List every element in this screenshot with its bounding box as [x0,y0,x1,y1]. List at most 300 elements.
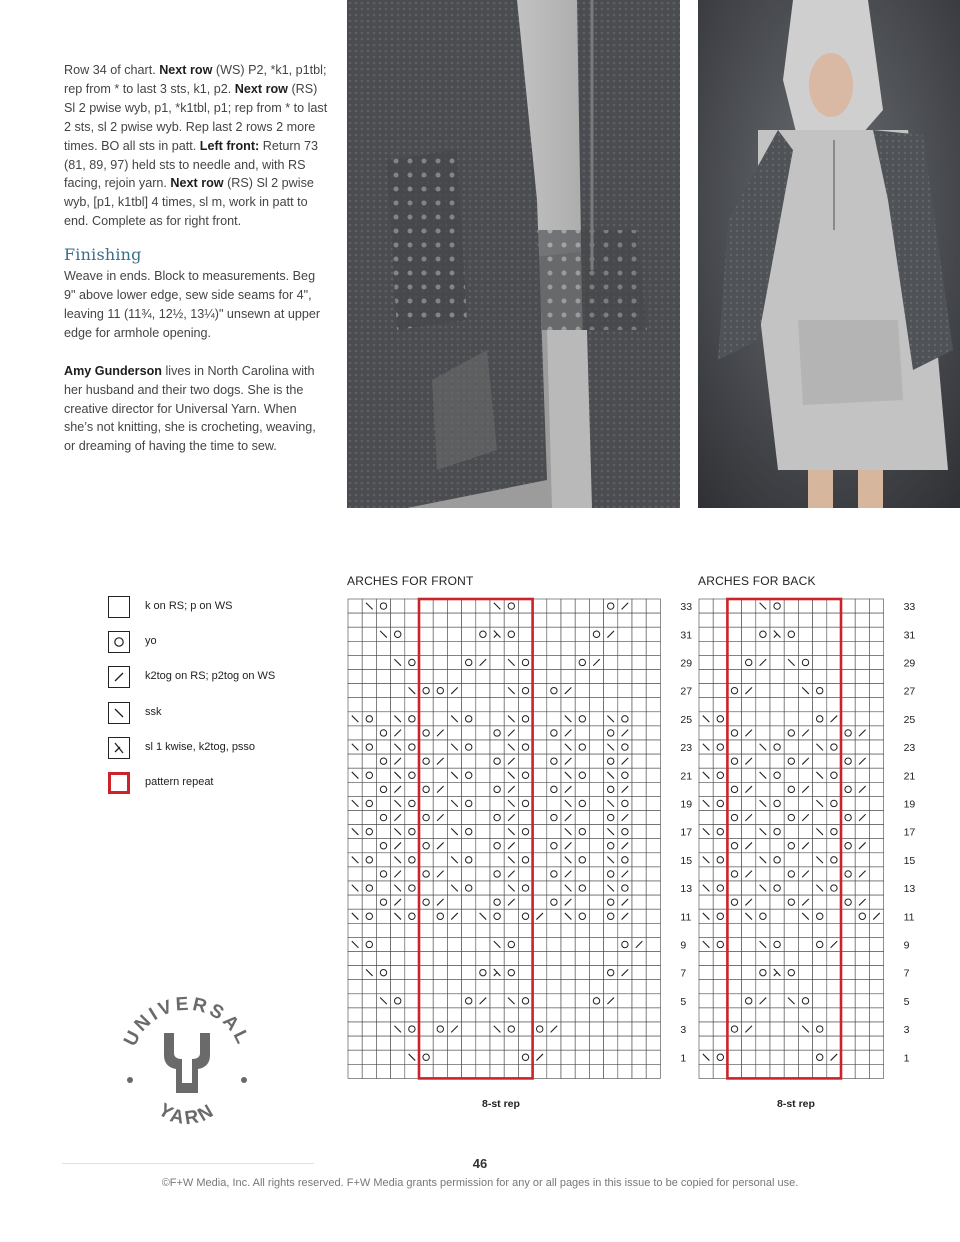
row-number-label: 13 [680,883,693,896]
chart-cell [376,909,390,923]
chart-cell [419,754,433,768]
chart-cell [827,641,841,655]
chart-cell [869,1036,883,1050]
text-run: Row 34 of chart. [64,63,160,77]
chart-cell [433,909,447,923]
chart-cell [348,684,362,698]
row-number-label: 27 [680,685,693,698]
chart-cell [798,1050,812,1064]
chart-cell [604,1036,618,1050]
chart-cell [699,952,713,966]
chart-cell [462,867,476,881]
chart-cell [490,867,504,881]
chart-cell [784,937,798,951]
chart-cell [742,1064,756,1078]
chart-cell [589,613,603,627]
chart-cell [813,1064,827,1078]
row-number-label: 27 [903,685,916,698]
chart-cell [518,895,532,909]
chart-cell [348,754,362,768]
chart-cell [841,966,855,980]
chart-cell [476,670,490,684]
chart-cell [376,698,390,712]
chart-cell [713,613,727,627]
chart-cell [699,726,713,740]
chart-cell [827,1008,841,1022]
chart-cell [376,670,390,684]
chart-cell [827,952,841,966]
chart-cell [533,994,547,1008]
chart-cell [646,698,660,712]
chart-cell [447,937,461,951]
chart-cell [376,599,390,613]
chart-cell [362,1008,376,1022]
chart-cell [646,825,660,839]
chart-cell [798,613,812,627]
chart-cell [433,1022,447,1036]
author-bio-paragraph [64,362,328,457]
chart-cell [447,867,461,881]
chart-cell [699,670,713,684]
chart-cell [405,627,419,641]
chart-cell [362,1064,376,1078]
chart-cell [646,1064,660,1078]
chart-cell [646,684,660,698]
chart-cell [618,1008,632,1022]
chart-cell [476,825,490,839]
chart-cell [742,712,756,726]
chart-cell [855,670,869,684]
chart-cell [855,966,869,980]
chart-cell [518,909,532,923]
chart-cell [490,952,504,966]
chart-cell [362,684,376,698]
chart-cell [827,754,841,768]
chart-cell [490,768,504,782]
chart-cell [827,1022,841,1036]
chart-cell [727,853,741,867]
chart-cell [727,768,741,782]
chart-cell [618,881,632,895]
chart-cell [798,768,812,782]
chart-cell [869,937,883,951]
chart-cell [827,768,841,782]
chart-cell [713,684,727,698]
chart-cell [841,599,855,613]
chart-cell [784,923,798,937]
chart-cell [447,1036,461,1050]
chart-cell [405,599,419,613]
chart-cell [646,811,660,825]
chart-cell [604,867,618,881]
chart-cell [869,980,883,994]
chart-cell [533,782,547,796]
chart-cell [798,698,812,712]
chart-cell [376,1008,390,1022]
chart-cell [798,1008,812,1022]
chart-cell [476,726,490,740]
row-number-label: 1 [903,1052,910,1065]
legend-label: k on RS; p on WS [145,600,233,612]
chart-cell [362,613,376,627]
chart-cell [841,768,855,782]
chart-cell [575,980,589,994]
chart-cell [827,966,841,980]
chart-cell [713,740,727,754]
chart-cell [561,994,575,1008]
chart-cell [618,627,632,641]
chart-cell [604,966,618,980]
chart-cell [784,853,798,867]
row-number-label: 23 [680,742,693,755]
chart-cell [391,923,405,937]
chart-cell [646,641,660,655]
chart-cell [855,980,869,994]
chart-cell [447,1008,461,1022]
chart-cell [855,937,869,951]
chart-cell [391,684,405,698]
chart-cell [533,712,547,726]
chart-cell [742,966,756,980]
chart-cell [784,712,798,726]
chart-cell [376,980,390,994]
chart-cell [827,627,841,641]
chart-cell [827,1036,841,1050]
chart-cell [632,655,646,669]
chart-cell [533,1008,547,1022]
chart-cell [841,754,855,768]
chart-cell [770,909,784,923]
chart-cell [518,1064,532,1078]
chart-cell [770,726,784,740]
chart-cell [727,994,741,1008]
chart-cell [770,937,784,951]
chart-cell [604,613,618,627]
chart-cell [869,655,883,669]
chart-cell [756,1036,770,1050]
chart-cell [727,923,741,937]
chart-cell [813,895,827,909]
chart-cell [575,937,589,951]
chart-cell [462,909,476,923]
chart-cell [476,613,490,627]
chart-cell [575,867,589,881]
chart-cell [632,853,646,867]
chart-cell [841,1022,855,1036]
chart-cell [813,1008,827,1022]
chart-cell [855,796,869,810]
chart-cell [727,811,741,825]
chart-cell [419,909,433,923]
chart-cell [547,754,561,768]
chart-cell [490,1036,504,1050]
chart-cell [713,839,727,853]
chart-cell [855,825,869,839]
chart-cell [699,627,713,641]
chart-cell [533,641,547,655]
chart-cell [362,1036,376,1050]
chart-cell [419,796,433,810]
chart-cell [533,853,547,867]
legend-label: sl 1 kwise, k2tog, psso [145,740,256,753]
chart-cell [713,655,727,669]
chart-cell [547,1008,561,1022]
chart-cell [869,684,883,698]
chart-cell [490,684,504,698]
chart-cell [589,1022,603,1036]
chart-cell [727,825,741,839]
chart-cell [646,881,660,895]
chart-cell [362,952,376,966]
chart-cell [518,1036,532,1050]
row-number-label: 33 [680,601,693,614]
chart-cell [646,966,660,980]
chart-cell [348,1036,362,1050]
chart-cell [376,825,390,839]
chart-cell [533,684,547,698]
chart-cell [632,980,646,994]
chart-cell [433,641,447,655]
chart-cell [727,1064,741,1078]
chart-cell [841,613,855,627]
chart-cell [727,726,741,740]
chart-cell [727,1008,741,1022]
chart-cell [376,726,390,740]
chart-cell [813,641,827,655]
chart-cell [713,881,727,895]
chart-cell [405,1036,419,1050]
chart-cell [405,966,419,980]
chart-cell [419,937,433,951]
chart-cell [547,655,561,669]
chart-cell [756,867,770,881]
chart-cell [518,684,532,698]
chart-cell [727,698,741,712]
chart-cell [604,599,618,613]
chart-cell [798,923,812,937]
chart-cell [405,796,419,810]
chart-cell [827,881,841,895]
chart-cell [433,881,447,895]
chart-cell [462,599,476,613]
chart-cell [589,825,603,839]
chart-cell [533,881,547,895]
chart-cell [376,1036,390,1050]
chart-cell [841,796,855,810]
chart-cell [547,994,561,1008]
chart-cell [841,641,855,655]
chart-cell [462,796,476,810]
chart-cell [770,712,784,726]
chart-cell [476,1008,490,1022]
chart-cell [632,909,646,923]
chart-cell [533,867,547,881]
chart-cell [742,698,756,712]
chart-cell [869,923,883,937]
chart-cell [376,641,390,655]
row-number-label: 3 [680,1024,687,1037]
chart-cell [575,811,589,825]
chart-cell [362,923,376,937]
chart-cell [589,881,603,895]
chart-cell [855,881,869,895]
chart-cell [604,952,618,966]
chart-cell [547,712,561,726]
chart-cell [827,994,841,1008]
chart-cell [756,613,770,627]
chart-cell [376,867,390,881]
chart-cell [433,712,447,726]
row-number-label: 11 [903,911,915,924]
chart-cell [713,599,727,613]
chart-cell [476,684,490,698]
chart-cell [391,627,405,641]
chart-cell [770,1008,784,1022]
chart-cell [756,641,770,655]
chart-cell [869,740,883,754]
chart-cell [618,994,632,1008]
chart-cell [575,825,589,839]
chart-cell [433,923,447,937]
chart-cell [476,698,490,712]
chart-cell [855,909,869,923]
chart-cell [575,1050,589,1064]
chart-cell [784,1036,798,1050]
chart-cell [504,641,518,655]
chart-cell [561,1008,575,1022]
chart-cell [699,966,713,980]
chart-cell [604,782,618,796]
chart-cell [742,599,756,613]
chart-cell [391,641,405,655]
chart-cell [490,994,504,1008]
chart-cell [518,994,532,1008]
chart-cell [547,740,561,754]
chart-cell [841,867,855,881]
chart-cell [462,1050,476,1064]
chart-cell [604,670,618,684]
chart-cell [742,627,756,641]
chart-cell [813,867,827,881]
chart-cell [646,1050,660,1064]
chart-cell [841,909,855,923]
chart-cell [348,670,362,684]
chart-cell [447,754,461,768]
bold-run: Left front: [199,138,260,153]
chart-cell [813,655,827,669]
chart-cell [405,782,419,796]
chart-cell [518,726,532,740]
chart-cell [533,768,547,782]
chart-cell [419,1064,433,1078]
chart-cell [518,1022,532,1036]
row-number-label: 21 [680,770,693,783]
chart-cell [855,952,869,966]
chart-cell [770,994,784,1008]
chart-cell [784,1022,798,1036]
chart-cell [433,1036,447,1050]
chart-cell [490,712,504,726]
chart-cell [855,1022,869,1036]
chart-cell [713,825,727,839]
chart-cell [713,627,727,641]
text-run: Weave in ends. Block to measurements. Beg 9" above lower edge, sew side seams for 4", leaving 11 (11¾, 12½, 13¼)" unsewn at upper edge for armhole opening. [64,269,321,340]
chart-cell [632,754,646,768]
chart-cell [646,670,660,684]
chart-cell [348,1064,362,1078]
chart-cell [646,726,660,740]
chart-cell [575,895,589,909]
chart-cell [547,599,561,613]
chart-cell [504,1008,518,1022]
chart-cell [376,768,390,782]
chart-cell [575,966,589,980]
chart-cell [405,768,419,782]
chart-cell [447,641,461,655]
chart-cell [405,712,419,726]
row-number-label: 19 [680,798,693,811]
chart-cell [362,641,376,655]
chart-cell [841,895,855,909]
chart-cell [713,1064,727,1078]
chart-cell [713,952,727,966]
chart-cell [518,740,532,754]
chart-cell [405,726,419,740]
model-hoodie-photo [698,0,960,508]
chart-cell [518,599,532,613]
chart-cell [362,726,376,740]
chart-cell [770,895,784,909]
chart-cell [376,613,390,627]
chart-cell [618,937,632,951]
chart-cell [376,895,390,909]
chart-cell [362,782,376,796]
chart-cell [476,627,490,641]
chart-cell [405,811,419,825]
chart-cell [841,712,855,726]
chart-cell [476,867,490,881]
chart-cell [827,740,841,754]
chart-cell [419,599,433,613]
chart-cell [447,613,461,627]
chart-cell [632,670,646,684]
chart-cell [813,684,827,698]
chart-cell [362,698,376,712]
chart-cell [632,684,646,698]
chart-cell [391,966,405,980]
chart-cell [362,937,376,951]
chart-cell [646,1036,660,1050]
chart-cell [376,1022,390,1036]
chart-cell [419,895,433,909]
chart-cell [869,712,883,726]
chart-cell [784,952,798,966]
chart-cell [504,1036,518,1050]
chart-cell [618,712,632,726]
chart-cell [770,853,784,867]
chart-cell [784,627,798,641]
chart-cell [855,994,869,1008]
chart-cell [518,641,532,655]
chart-cell [632,1036,646,1050]
chart-cell [646,768,660,782]
chart-cell [589,980,603,994]
chart-cell [518,613,532,627]
chart-cell [632,881,646,895]
chart-cell [770,1036,784,1050]
chart-cell [518,782,532,796]
chart-cell [547,796,561,810]
